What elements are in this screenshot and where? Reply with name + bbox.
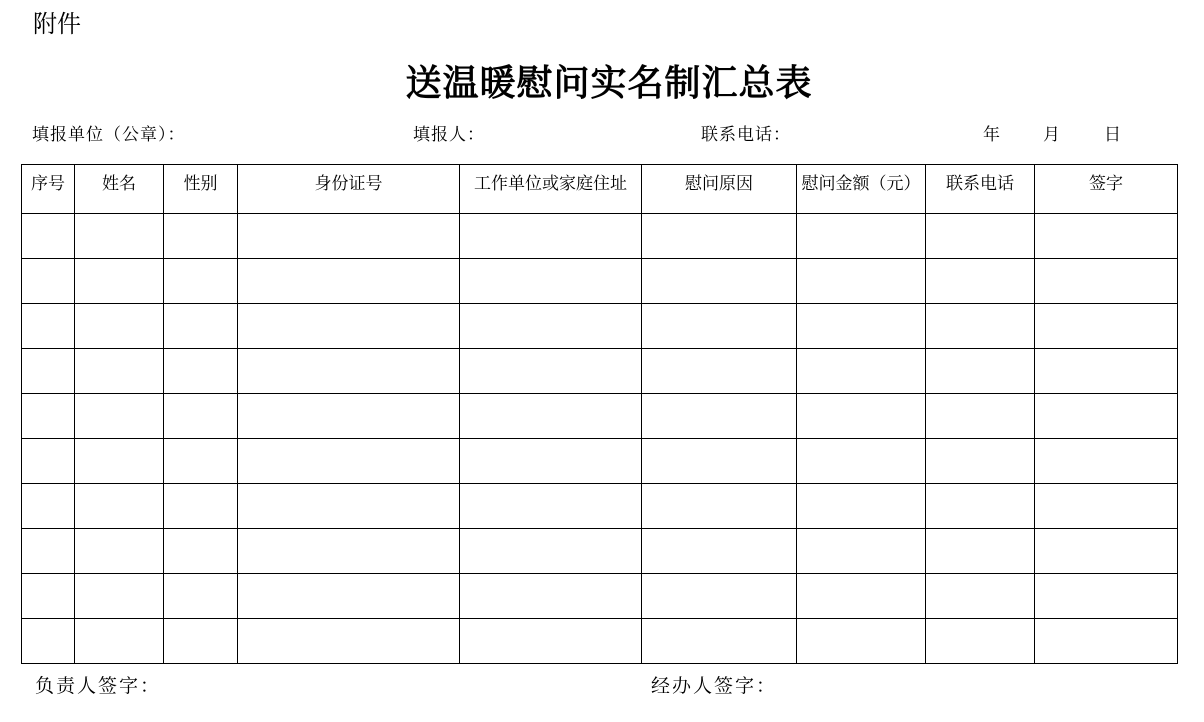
column-header-address: 工作单位或家庭住址 bbox=[460, 165, 642, 214]
table-cell bbox=[1035, 214, 1178, 259]
date-year-label: 年 bbox=[983, 125, 1000, 145]
table-cell bbox=[460, 259, 642, 304]
unit-field-label: 填报单位（公章）： bbox=[32, 125, 186, 145]
table-cell bbox=[22, 259, 75, 304]
date-month-label: 月 bbox=[1043, 125, 1060, 145]
table-cell bbox=[22, 619, 75, 664]
table-row bbox=[22, 439, 1178, 484]
table-cell bbox=[75, 349, 164, 394]
table-cell bbox=[642, 439, 797, 484]
table-cell bbox=[238, 304, 460, 349]
table-cell bbox=[238, 394, 460, 439]
table-row bbox=[22, 349, 1178, 394]
table-cell bbox=[797, 619, 926, 664]
table-cell bbox=[642, 394, 797, 439]
table-cell bbox=[926, 259, 1035, 304]
table-cell bbox=[1035, 484, 1178, 529]
table-cell bbox=[238, 484, 460, 529]
table-cell bbox=[926, 484, 1035, 529]
table-cell bbox=[164, 259, 238, 304]
table-cell bbox=[642, 214, 797, 259]
table-cell bbox=[75, 574, 164, 619]
table-cell bbox=[75, 439, 164, 484]
table-cell bbox=[460, 574, 642, 619]
column-header-gender: 性别 bbox=[164, 165, 238, 214]
table-cell bbox=[164, 529, 238, 574]
table-cell bbox=[797, 529, 926, 574]
table-cell bbox=[238, 439, 460, 484]
column-header-signature: 签字 bbox=[1035, 165, 1178, 214]
table-cell bbox=[164, 619, 238, 664]
table-row bbox=[22, 484, 1178, 529]
table-cell bbox=[642, 574, 797, 619]
table-cell bbox=[22, 394, 75, 439]
table-cell bbox=[642, 349, 797, 394]
handler-signature-label: 经办人签字： bbox=[651, 675, 778, 697]
table-cell bbox=[460, 619, 642, 664]
table-cell bbox=[22, 439, 75, 484]
column-header-index: 序号 bbox=[22, 165, 75, 214]
table-cell bbox=[164, 349, 238, 394]
table-cell bbox=[238, 574, 460, 619]
table-cell bbox=[75, 214, 164, 259]
table-cell bbox=[238, 259, 460, 304]
table-cell bbox=[926, 574, 1035, 619]
filler-field-label: 填报人： bbox=[413, 125, 485, 145]
table-cell bbox=[75, 619, 164, 664]
table-cell bbox=[1035, 304, 1178, 349]
table-cell bbox=[642, 304, 797, 349]
column-header-phone: 联系电话 bbox=[926, 165, 1035, 214]
table-cell bbox=[238, 529, 460, 574]
leader-signature-label: 负责人签字： bbox=[35, 675, 162, 697]
table-row bbox=[22, 259, 1178, 304]
table-cell bbox=[1035, 394, 1178, 439]
table-cell bbox=[460, 484, 642, 529]
table-cell bbox=[926, 619, 1035, 664]
table-cell bbox=[642, 484, 797, 529]
table-cell bbox=[797, 574, 926, 619]
table-cell bbox=[238, 349, 460, 394]
table-cell bbox=[642, 259, 797, 304]
table-cell bbox=[75, 394, 164, 439]
table-cell bbox=[460, 349, 642, 394]
table-row bbox=[22, 394, 1178, 439]
table-cell bbox=[22, 304, 75, 349]
table-cell bbox=[238, 619, 460, 664]
table-body bbox=[22, 214, 1178, 664]
table-row bbox=[22, 214, 1178, 259]
table-cell bbox=[460, 439, 642, 484]
table-cell bbox=[22, 529, 75, 574]
table-cell bbox=[797, 259, 926, 304]
table-cell bbox=[926, 214, 1035, 259]
table-cell bbox=[22, 484, 75, 529]
table-cell bbox=[797, 214, 926, 259]
table-row bbox=[22, 574, 1178, 619]
table-row bbox=[22, 619, 1178, 664]
table-row bbox=[22, 529, 1178, 574]
table-cell bbox=[75, 484, 164, 529]
column-header-id-number: 身份证号 bbox=[238, 165, 460, 214]
column-header-reason: 慰问原因 bbox=[642, 165, 797, 214]
table-cell bbox=[797, 439, 926, 484]
table-cell bbox=[926, 349, 1035, 394]
table-cell bbox=[22, 574, 75, 619]
table-header-row bbox=[22, 165, 1178, 214]
table-cell bbox=[926, 439, 1035, 484]
table-cell bbox=[1035, 349, 1178, 394]
table-cell bbox=[164, 304, 238, 349]
table-cell bbox=[164, 214, 238, 259]
table-cell bbox=[1035, 259, 1178, 304]
table-cell bbox=[926, 529, 1035, 574]
table-cell bbox=[164, 574, 238, 619]
table-cell bbox=[164, 484, 238, 529]
table-cell bbox=[642, 529, 797, 574]
table-cell bbox=[797, 394, 926, 439]
table-cell bbox=[75, 259, 164, 304]
table-cell bbox=[642, 619, 797, 664]
table-cell bbox=[238, 214, 460, 259]
table-cell bbox=[1035, 439, 1178, 484]
table-cell bbox=[926, 304, 1035, 349]
table-cell bbox=[1035, 619, 1178, 664]
table-cell bbox=[460, 214, 642, 259]
table-cell bbox=[1035, 574, 1178, 619]
table-cell bbox=[22, 349, 75, 394]
page-title: 送温暖慰问实名制汇总表 bbox=[405, 62, 813, 104]
table-cell bbox=[460, 304, 642, 349]
table-cell bbox=[460, 529, 642, 574]
table-cell bbox=[22, 214, 75, 259]
summary-table bbox=[21, 164, 1178, 664]
table-cell bbox=[75, 529, 164, 574]
table-row bbox=[22, 304, 1178, 349]
table-cell bbox=[75, 304, 164, 349]
table-cell bbox=[797, 484, 926, 529]
attachment-label: 附件 bbox=[33, 10, 81, 38]
table-cell bbox=[797, 304, 926, 349]
table-cell bbox=[926, 394, 1035, 439]
date-day-label: 日 bbox=[1104, 125, 1121, 145]
column-header-amount: 慰问金额（元） bbox=[797, 165, 926, 214]
table-cell bbox=[797, 349, 926, 394]
table-cell bbox=[460, 394, 642, 439]
table-cell bbox=[1035, 529, 1178, 574]
table-cell bbox=[164, 439, 238, 484]
column-header-name: 姓名 bbox=[75, 165, 164, 214]
table-cell bbox=[164, 394, 238, 439]
phone-field-label: 联系电话： bbox=[701, 125, 791, 145]
